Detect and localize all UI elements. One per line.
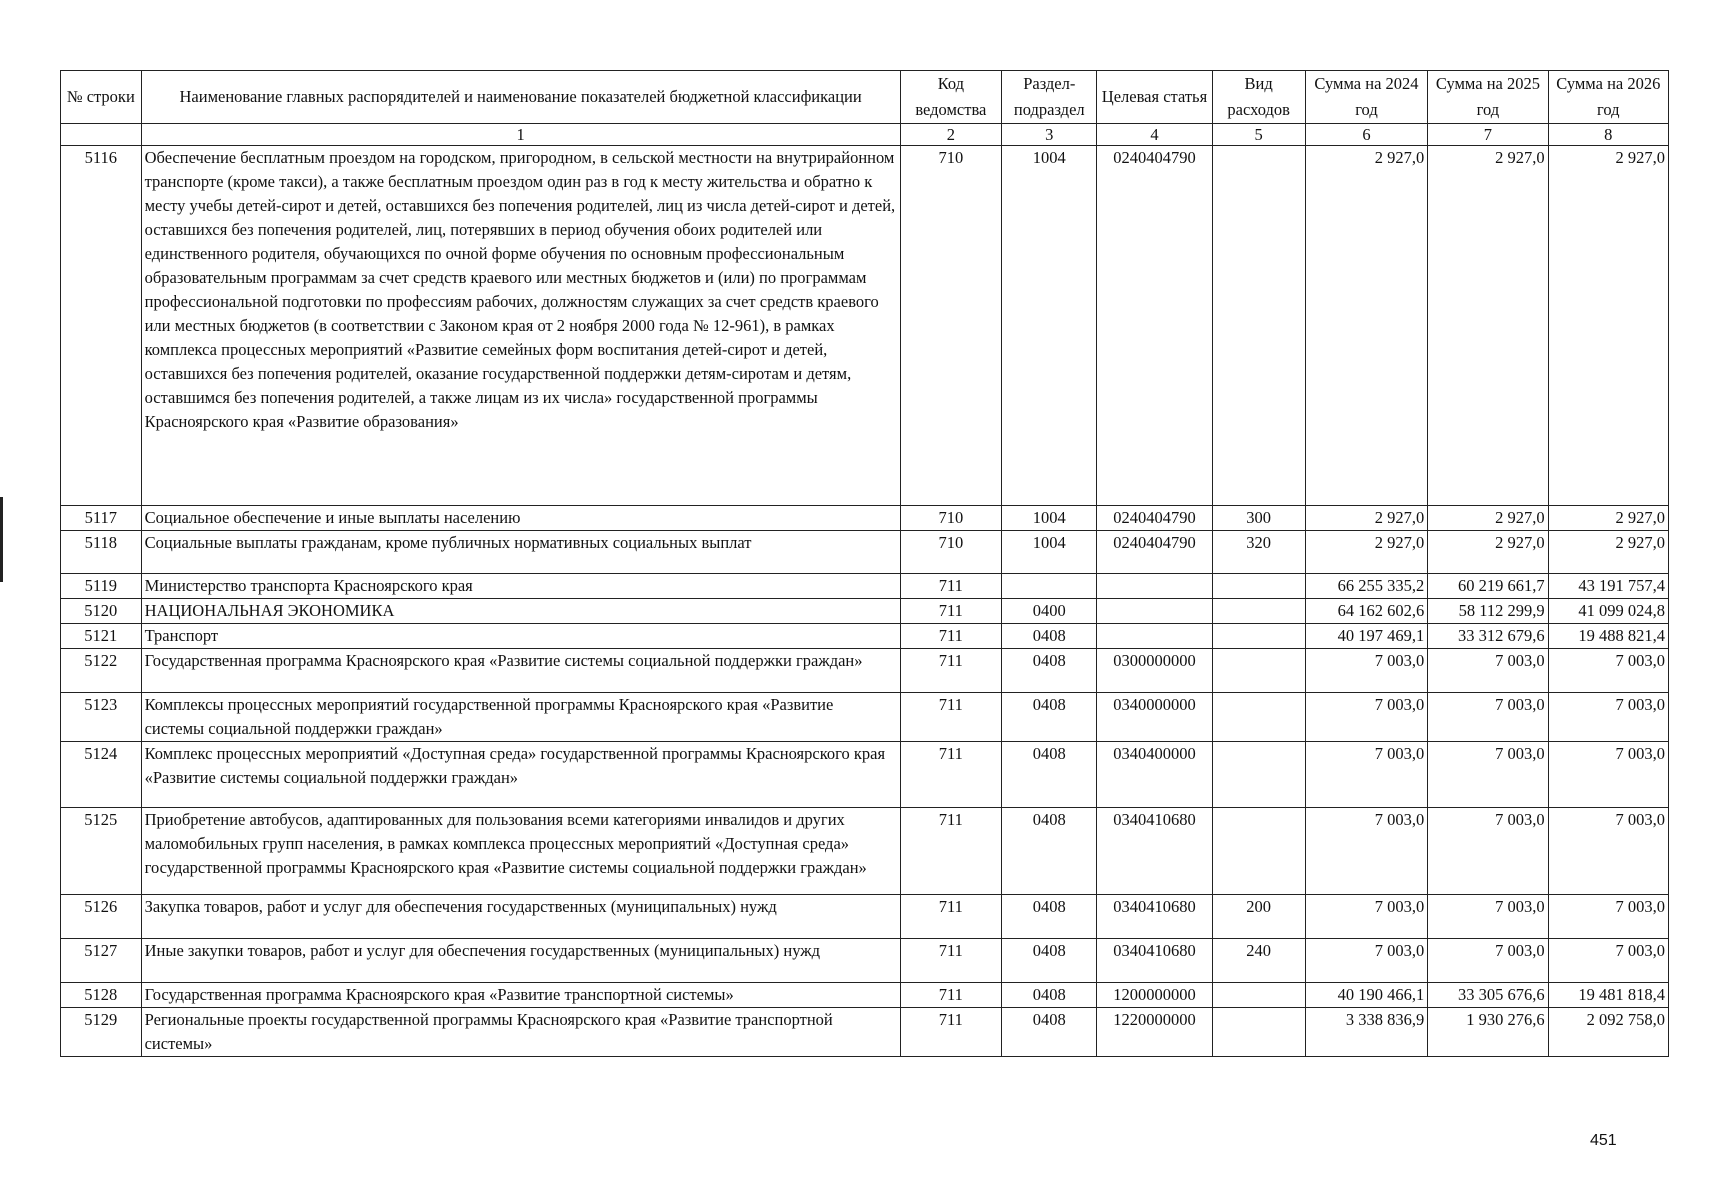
cell-name: НАЦИОНАЛЬНАЯ ЭКОНОМИКА xyxy=(141,599,900,624)
cell-celevaya: 0340410680 xyxy=(1097,939,1212,983)
cell-razdel: 1004 xyxy=(1002,506,1097,531)
cell-name: Государственная программа Красноярского края «Развитие транспортной системы» xyxy=(141,983,900,1008)
cell-sum-2026: 7 003,0 xyxy=(1548,939,1668,983)
cell-razdel: 0408 xyxy=(1002,895,1097,939)
colnum-3: 3 xyxy=(1002,124,1097,146)
header-sum-2026: Сумма на 2026 год xyxy=(1548,71,1668,124)
table-row xyxy=(61,939,1669,983)
table-row xyxy=(61,649,1669,693)
table-row xyxy=(61,1008,1669,1057)
cell-sum-2026: 43 191 757,4 xyxy=(1548,574,1668,599)
budget-table xyxy=(60,70,1669,1057)
cell-celevaya: 1220000000 xyxy=(1097,1008,1212,1057)
cell-razdel: 0408 xyxy=(1002,939,1097,983)
cell-celevaya: 0340410680 xyxy=(1097,808,1212,895)
cell-celevaya: 0240404790 xyxy=(1097,531,1212,574)
table-row xyxy=(61,146,1669,506)
cell-sum-2026: 7 003,0 xyxy=(1548,808,1668,895)
header-celevaya: Целевая статья xyxy=(1097,71,1212,124)
cell-sum-2025: 7 003,0 xyxy=(1428,693,1548,742)
table-row xyxy=(61,599,1669,624)
cell-sum-2025: 2 927,0 xyxy=(1428,531,1548,574)
cell-sum-2026: 7 003,0 xyxy=(1548,742,1668,808)
cell-sum-2025: 1 930 276,6 xyxy=(1428,1008,1548,1057)
cell-sum-2026: 7 003,0 xyxy=(1548,649,1668,693)
cell-sum-2025: 7 003,0 xyxy=(1428,939,1548,983)
header-razdel: Раздел-подраздел xyxy=(1002,71,1097,124)
header-row xyxy=(61,71,1669,124)
cell-sum-2024: 40 197 469,1 xyxy=(1305,624,1427,649)
cell-sum-2026: 19 488 821,4 xyxy=(1548,624,1668,649)
cell-name: Комплекс процессных мероприятий «Доступная среда» государственной программы Красноярского края «Развитие системы социальной поддержки граждан» xyxy=(141,742,900,808)
cell-sum-2024: 2 927,0 xyxy=(1305,531,1427,574)
cell-vid xyxy=(1212,574,1305,599)
header-sum-2025: Сумма на 2025 год xyxy=(1428,71,1548,124)
cell-vedomstvo: 710 xyxy=(900,506,1002,531)
cell-celevaya: 0340410680 xyxy=(1097,895,1212,939)
cell-razdel xyxy=(1002,574,1097,599)
cell-sum-2024: 7 003,0 xyxy=(1305,742,1427,808)
cell-row-no: 5123 xyxy=(61,693,142,742)
cell-sum-2025: 7 003,0 xyxy=(1428,808,1548,895)
cell-row-no: 5119 xyxy=(61,574,142,599)
column-number-row xyxy=(61,124,1669,146)
cell-razdel: 0408 xyxy=(1002,1008,1097,1057)
cell-sum-2026: 2 927,0 xyxy=(1548,531,1668,574)
cell-sum-2026: 19 481 818,4 xyxy=(1548,983,1668,1008)
cell-razdel: 0408 xyxy=(1002,693,1097,742)
cell-razdel: 0408 xyxy=(1002,624,1097,649)
cell-name: Транспорт xyxy=(141,624,900,649)
cell-sum-2025: 7 003,0 xyxy=(1428,742,1548,808)
cell-vedomstvo: 711 xyxy=(900,624,1002,649)
cell-vid xyxy=(1212,599,1305,624)
colnum-6: 6 xyxy=(1305,124,1427,146)
cell-celevaya xyxy=(1097,574,1212,599)
cell-vedomstvo: 711 xyxy=(900,574,1002,599)
header-name: Наименование главных распорядителей и наименование показателей бюджетной классификации xyxy=(141,71,900,124)
cell-sum-2024: 64 162 602,6 xyxy=(1305,599,1427,624)
cell-row-no: 5128 xyxy=(61,983,142,1008)
cell-celevaya xyxy=(1097,599,1212,624)
cell-sum-2026: 41 099 024,8 xyxy=(1548,599,1668,624)
header-row-no: № строки xyxy=(61,71,142,124)
cell-sum-2025: 58 112 299,9 xyxy=(1428,599,1548,624)
cell-sum-2025: 2 927,0 xyxy=(1428,506,1548,531)
cell-vedomstvo: 711 xyxy=(900,939,1002,983)
cell-celevaya xyxy=(1097,624,1212,649)
cell-vid xyxy=(1212,693,1305,742)
cell-row-no: 5129 xyxy=(61,1008,142,1057)
cell-razdel: 0408 xyxy=(1002,983,1097,1008)
colnum-0 xyxy=(61,124,142,146)
cell-vedomstvo: 710 xyxy=(900,531,1002,574)
cell-celevaya: 0340400000 xyxy=(1097,742,1212,808)
cell-vedomstvo: 711 xyxy=(900,742,1002,808)
cell-name: Комплексы процессных мероприятий государственной программы Красноярского края «Развитие системы социальной поддержки граждан» xyxy=(141,693,900,742)
table-row xyxy=(61,895,1669,939)
colnum-2: 2 xyxy=(900,124,1002,146)
cell-sum-2025: 60 219 661,7 xyxy=(1428,574,1548,599)
cell-vid xyxy=(1212,983,1305,1008)
colnum-4: 4 xyxy=(1097,124,1212,146)
cell-sum-2024: 7 003,0 xyxy=(1305,649,1427,693)
cell-sum-2026: 2 927,0 xyxy=(1548,506,1668,531)
table-row xyxy=(61,624,1669,649)
cell-razdel: 1004 xyxy=(1002,531,1097,574)
cell-sum-2024: 2 927,0 xyxy=(1305,146,1427,506)
header-vid: Вид расходов xyxy=(1212,71,1305,124)
colnum-1: 1 xyxy=(141,124,900,146)
cell-vedomstvo: 711 xyxy=(900,895,1002,939)
cell-sum-2025: 33 312 679,6 xyxy=(1428,624,1548,649)
cell-name: Закупка товаров, работ и услуг для обеспечения государственных (муниципальных) нужд xyxy=(141,895,900,939)
cell-vedomstvo: 711 xyxy=(900,693,1002,742)
cell-vedomstvo: 711 xyxy=(900,983,1002,1008)
page-number: 451 xyxy=(1590,1132,1617,1149)
table-row xyxy=(61,506,1669,531)
colnum-7: 7 xyxy=(1428,124,1548,146)
cell-sum-2025: 7 003,0 xyxy=(1428,895,1548,939)
scan-edge-mark xyxy=(0,497,3,582)
cell-vid xyxy=(1212,649,1305,693)
cell-name: Иные закупки товаров, работ и услуг для обеспечения государственных (муниципальных) нужд xyxy=(141,939,900,983)
cell-sum-2025: 2 927,0 xyxy=(1428,146,1548,506)
cell-row-no: 5116 xyxy=(61,146,142,506)
cell-celevaya: 1200000000 xyxy=(1097,983,1212,1008)
cell-row-no: 5117 xyxy=(61,506,142,531)
cell-sum-2026: 7 003,0 xyxy=(1548,895,1668,939)
cell-vedomstvo: 711 xyxy=(900,808,1002,895)
table-row xyxy=(61,808,1669,895)
cell-row-no: 5127 xyxy=(61,939,142,983)
cell-vedomstvo: 711 xyxy=(900,1008,1002,1057)
cell-sum-2026: 7 003,0 xyxy=(1548,693,1668,742)
table-row xyxy=(61,693,1669,742)
cell-vedomstvo: 710 xyxy=(900,146,1002,506)
cell-vid xyxy=(1212,146,1305,506)
table-row xyxy=(61,742,1669,808)
table-row xyxy=(61,531,1669,574)
cell-sum-2024: 40 190 466,1 xyxy=(1305,983,1427,1008)
cell-sum-2024: 7 003,0 xyxy=(1305,808,1427,895)
cell-sum-2024: 7 003,0 xyxy=(1305,895,1427,939)
cell-row-no: 5118 xyxy=(61,531,142,574)
table-row xyxy=(61,574,1669,599)
cell-row-no: 5126 xyxy=(61,895,142,939)
cell-sum-2024: 2 927,0 xyxy=(1305,506,1427,531)
cell-vid: 320 xyxy=(1212,531,1305,574)
cell-name: Региональные проекты государственной программы Красноярского края «Развитие транспортной системы» xyxy=(141,1008,900,1057)
cell-row-no: 5122 xyxy=(61,649,142,693)
colnum-5: 5 xyxy=(1212,124,1305,146)
header-sum-2024: Сумма на 2024 год xyxy=(1305,71,1427,124)
cell-vid: 200 xyxy=(1212,895,1305,939)
cell-razdel: 0400 xyxy=(1002,599,1097,624)
cell-name: Приобретение автобусов, адаптированных для пользования всеми категориями инвалидов и других маломобильных групп населения, в рамках комплекса процессных мероприятий «Доступная среда» государственной программы Красноярского края «Развитие системы социальной поддержки граждан» xyxy=(141,808,900,895)
cell-sum-2024: 3 338 836,9 xyxy=(1305,1008,1427,1057)
cell-name: Обеспечение бесплатным проездом на городском, пригородном, в сельской местности на внутрирайонном транспорте (кроме такси), а также бесплатным проездом один раз в год к месту жительства и обратно к месту учебы детей-сирот и детей, оставшихся без попечения родителей, лиц из числа детей-сирот и детей, оставшихся без попечения родителей, лиц, потерявших в период обучения обоих родителей или единственного родителя, обучающихся по очной форме обучения по основным профессиональным образовательным программам за счет средств краевого или местных бюджетов и (или) по программам профессиональной подготовки по профессиям рабочих, должностям служащих за счет средств краевого или местных бюджетов (в соответствии с Законом края от 2 ноября 2000 года № 12-961), в рамках комплекса процессных мероприятий «Развитие семейных форм воспитания детей-сирот и детей, оставшихся без попечения родителей, оказание государственной поддержки детям-сиротам и детям, оставшимся без попечения родителей, а также лицам из их числа» государственной программы Красноярского края «Развитие образования» xyxy=(141,146,900,506)
cell-vid xyxy=(1212,808,1305,895)
colnum-8: 8 xyxy=(1548,124,1668,146)
cell-sum-2025: 7 003,0 xyxy=(1428,649,1548,693)
cell-celevaya: 0300000000 xyxy=(1097,649,1212,693)
cell-celevaya: 0240404790 xyxy=(1097,506,1212,531)
cell-celevaya: 0340000000 xyxy=(1097,693,1212,742)
cell-row-no: 5124 xyxy=(61,742,142,808)
cell-name: Социальное обеспечение и иные выплаты населению xyxy=(141,506,900,531)
cell-vid xyxy=(1212,742,1305,808)
cell-razdel: 0408 xyxy=(1002,808,1097,895)
table-row xyxy=(61,983,1669,1008)
cell-vid: 300 xyxy=(1212,506,1305,531)
cell-razdel: 1004 xyxy=(1002,146,1097,506)
cell-sum-2026: 2 927,0 xyxy=(1548,146,1668,506)
cell-name: Министерство транспорта Красноярского края xyxy=(141,574,900,599)
cell-vedomstvo: 711 xyxy=(900,599,1002,624)
header-vedomstvo: Код ведомства xyxy=(900,71,1002,124)
cell-sum-2025: 33 305 676,6 xyxy=(1428,983,1548,1008)
cell-name: Социальные выплаты гражданам, кроме публичных нормативных социальных выплат xyxy=(141,531,900,574)
cell-vid: 240 xyxy=(1212,939,1305,983)
cell-razdel: 0408 xyxy=(1002,649,1097,693)
table-body xyxy=(61,146,1669,1057)
cell-vedomstvo: 711 xyxy=(900,649,1002,693)
cell-sum-2024: 7 003,0 xyxy=(1305,939,1427,983)
cell-row-no: 5121 xyxy=(61,624,142,649)
cell-vid xyxy=(1212,1008,1305,1057)
cell-row-no: 5125 xyxy=(61,808,142,895)
cell-name: Государственная программа Красноярского края «Развитие системы социальной поддержки граждан» xyxy=(141,649,900,693)
cell-sum-2024: 7 003,0 xyxy=(1305,693,1427,742)
cell-razdel: 0408 xyxy=(1002,742,1097,808)
cell-vid xyxy=(1212,624,1305,649)
cell-sum-2026: 2 092 758,0 xyxy=(1548,1008,1668,1057)
cell-sum-2024: 66 255 335,2 xyxy=(1305,574,1427,599)
cell-celevaya: 0240404790 xyxy=(1097,146,1212,506)
cell-row-no: 5120 xyxy=(61,599,142,624)
